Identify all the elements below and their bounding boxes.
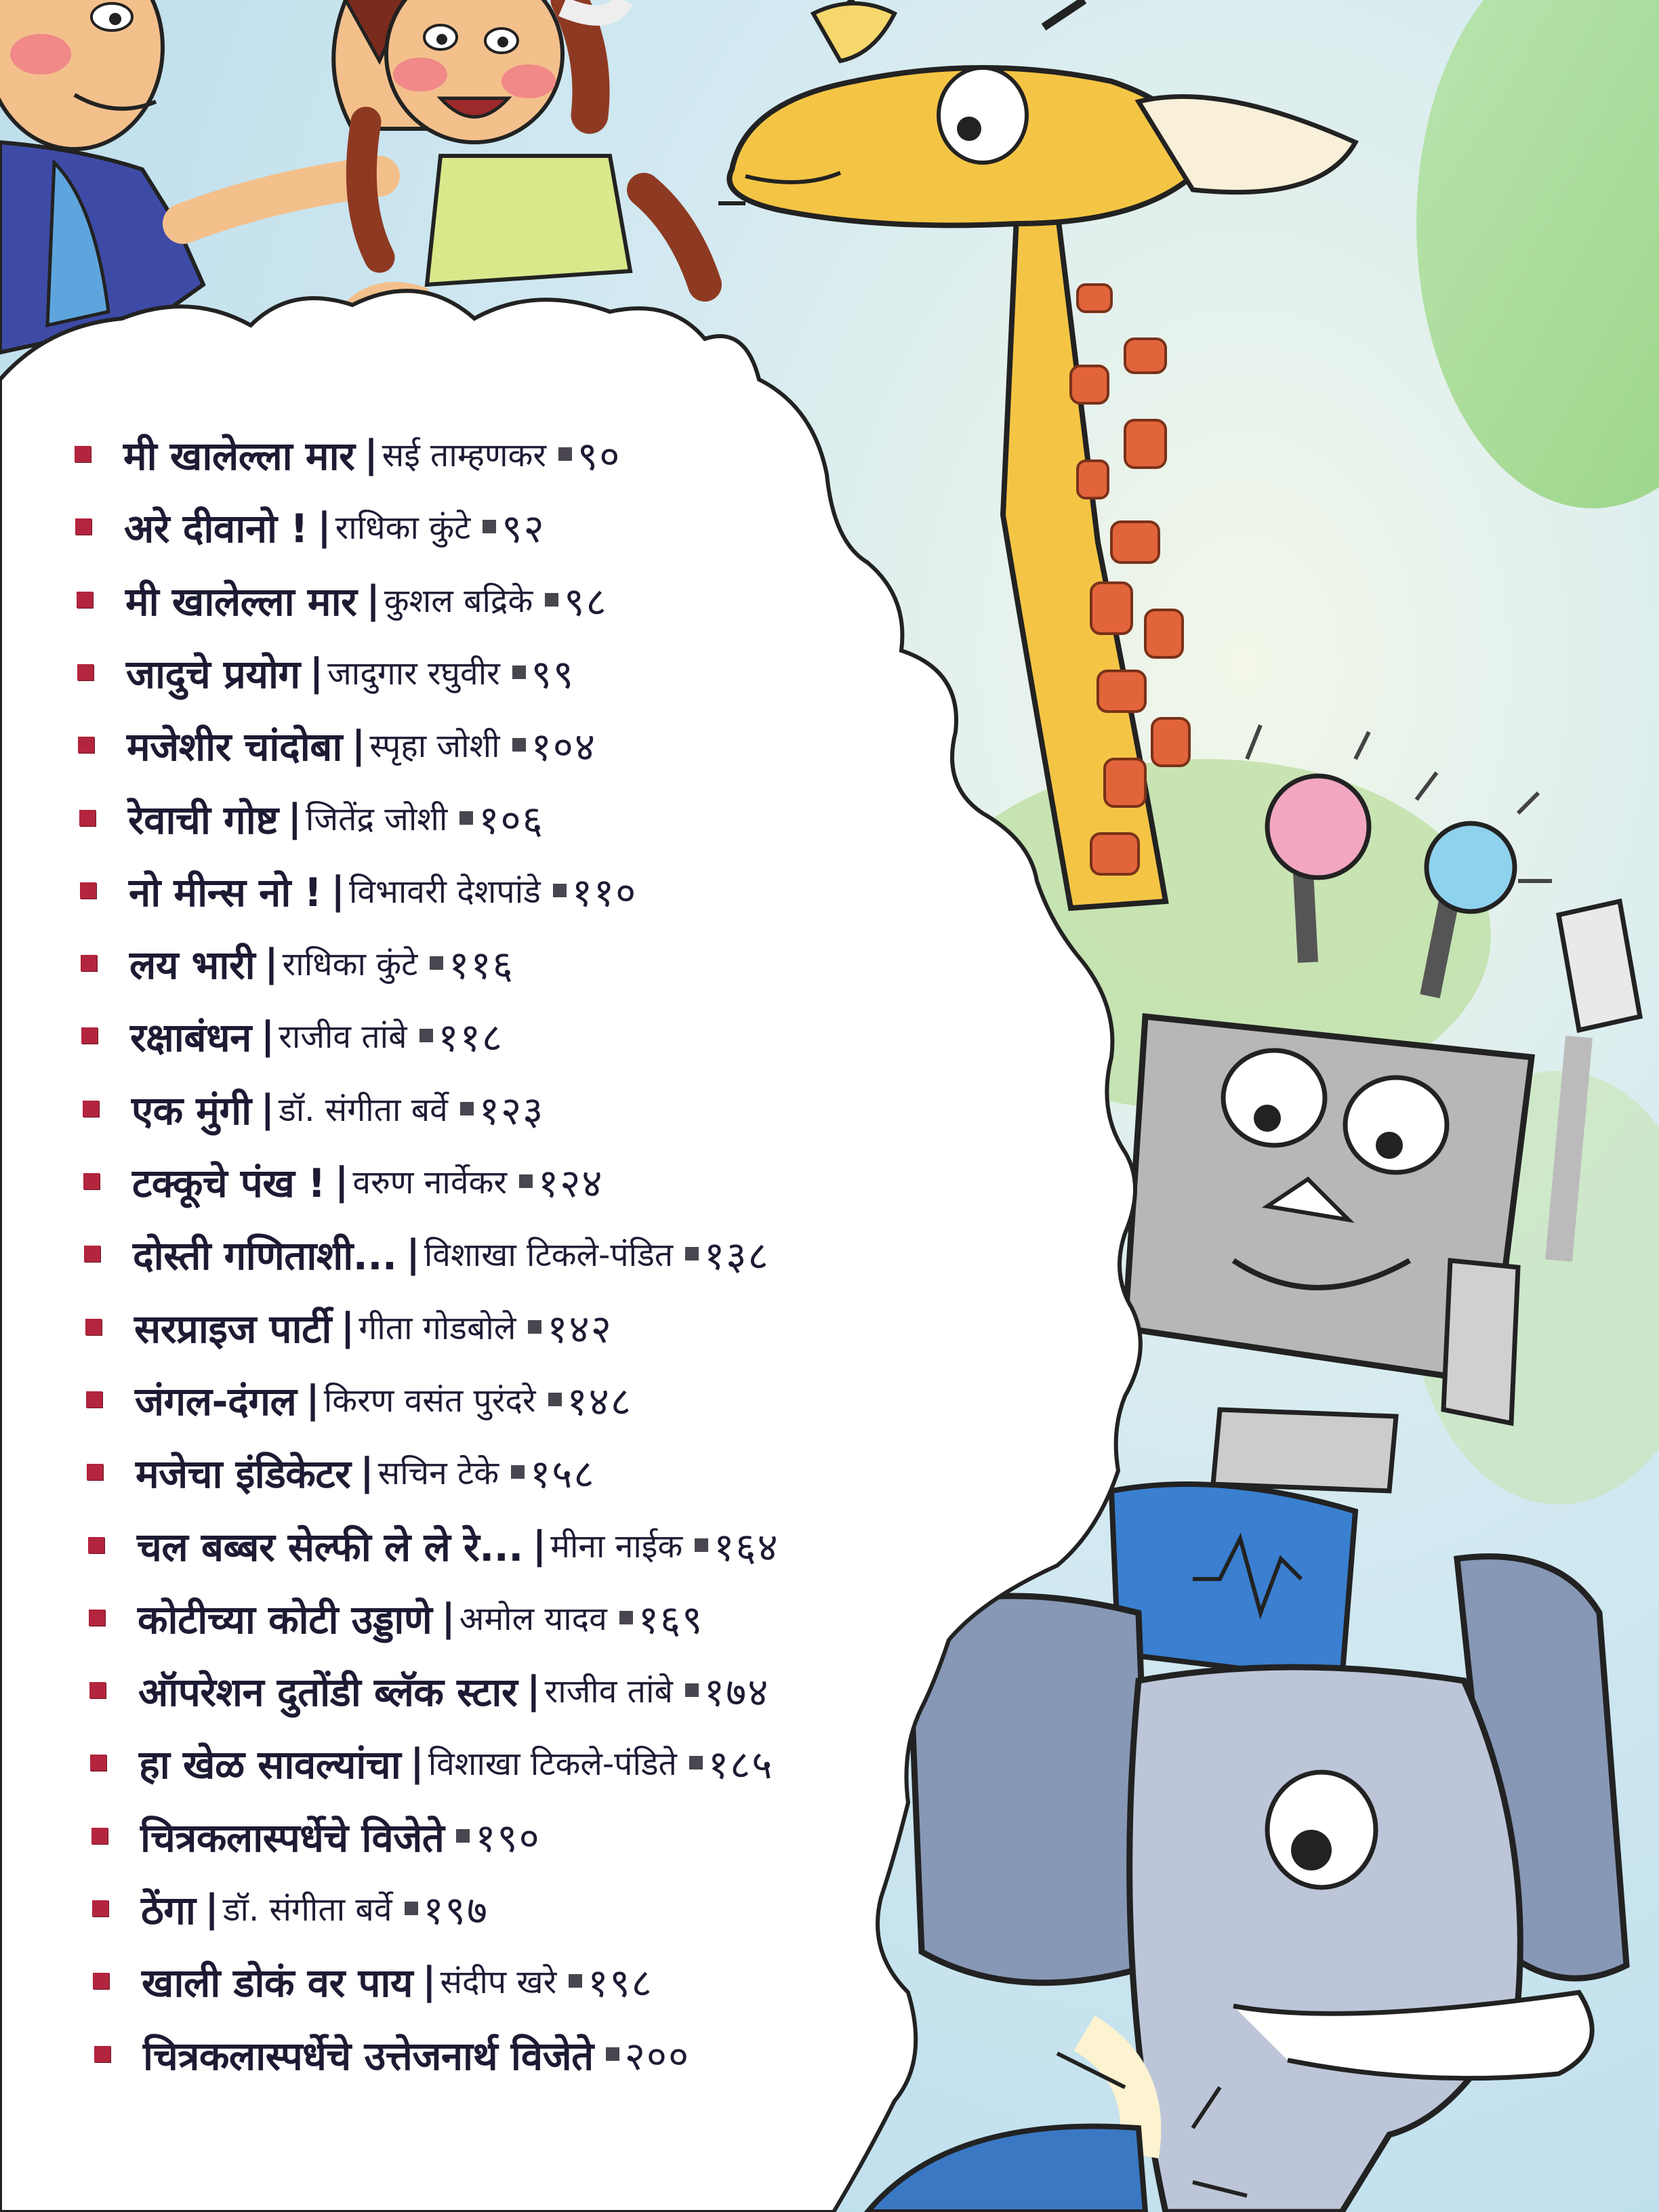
- toc-entry: [89, 1660, 769, 1721]
- entry-author: मीना नाईक: [550, 1527, 683, 1565]
- bullet-icon: [86, 1391, 102, 1408]
- toc-entry: [84, 1223, 770, 1284]
- entry-author: स्पृहा जोशी: [369, 726, 500, 765]
- page-marker-icon: [528, 1320, 541, 1334]
- bullet-icon: [79, 810, 96, 826]
- entry-title: जंगल-दंगल: [135, 1378, 297, 1425]
- page-marker-icon: [558, 447, 572, 461]
- entry-author: जितेंद्र जोशी: [306, 800, 448, 838]
- entry-title: टक्कूचे पंख !: [132, 1160, 325, 1206]
- entry-page-number: ११०: [571, 869, 638, 916]
- entry-author: राधिका कुंटे: [282, 945, 418, 983]
- page-marker-icon: [405, 1902, 418, 1915]
- page-marker-icon: [511, 1465, 525, 1479]
- page-marker-icon: [460, 1102, 474, 1115]
- entry-title: जादुचे प्रयोग: [126, 651, 300, 697]
- separator-bar: |: [260, 1086, 275, 1131]
- entry-title: चित्रकलास्पर्धेचे उत्तेजनार्थ विजेते: [143, 2032, 594, 2079]
- toc-entry: [83, 1151, 604, 1212]
- entry-author: राजीव तांबे: [544, 1672, 673, 1711]
- toc-entry: [91, 1805, 541, 1866]
- entry-title: मी खालेल्ला मार: [123, 432, 355, 479]
- toc-entry: [80, 860, 637, 921]
- entry-page-number: १२३: [478, 1087, 545, 1134]
- separator-bar: |: [351, 722, 366, 767]
- page-marker-icon: [548, 1393, 562, 1406]
- separator-bar: |: [406, 1231, 420, 1276]
- toc-entry: [75, 424, 621, 485]
- page-marker-icon: [419, 1029, 433, 1042]
- bullet-icon: [83, 1101, 99, 1117]
- toc-entry: [81, 933, 514, 994]
- entry-page-number: ९०: [577, 432, 621, 479]
- separator-bar: |: [340, 1305, 355, 1349]
- separator-bar: |: [532, 1523, 547, 1568]
- entry-title: मजेचा इंडिकेटर: [136, 1450, 351, 1497]
- bullet-icon: [89, 1682, 106, 1698]
- entry-page-number: २००: [624, 2032, 691, 2079]
- separator-bar: |: [441, 1595, 455, 1640]
- bullet-icon: [81, 955, 97, 971]
- separator-bar: |: [306, 1377, 320, 1422]
- entry-page-number: १९०: [475, 1814, 541, 1861]
- toc-entry: [81, 1005, 504, 1066]
- bullet-icon: [85, 1319, 102, 1335]
- page-marker-icon: [456, 1829, 470, 1843]
- page-marker-icon: [685, 1247, 699, 1261]
- bullet-icon: [91, 1828, 108, 1844]
- entry-page-number: १७४: [703, 1668, 770, 1715]
- entry-title: हा खेळ सावल्यांचा: [139, 1741, 401, 1788]
- entry-author: डॉ. संगीता बर्वे: [222, 1890, 392, 1929]
- separator-bar: |: [331, 868, 345, 913]
- entry-page-number: १६४: [714, 1523, 779, 1570]
- separator-bar: |: [410, 1740, 424, 1785]
- separator-bar: |: [317, 504, 331, 549]
- entry-author: वरुण नार्वेकर: [352, 1163, 508, 1202]
- entry-author: सई ताम्हणकर: [382, 436, 547, 474]
- entry-page-number: १९८: [588, 1959, 653, 2006]
- bullet-icon: [90, 1755, 106, 1771]
- entry-title: रक्षाबंधन: [130, 1014, 251, 1061]
- toc-entry: [77, 642, 575, 703]
- toc-entry: [88, 1515, 779, 1576]
- bullet-icon: [88, 1537, 104, 1553]
- bullet-icon: [80, 882, 96, 899]
- page-marker-icon: [606, 2047, 619, 2061]
- page-marker-icon: [512, 738, 526, 752]
- separator-bar: |: [264, 941, 279, 985]
- separator-bar: |: [334, 1159, 349, 1204]
- entry-title: दोस्ती गणिताशी...: [133, 1232, 397, 1279]
- page-marker-icon: [619, 1611, 633, 1624]
- entry-page-number: १४२: [547, 1305, 613, 1352]
- entry-title: सरप्राइज पार्टी: [134, 1305, 331, 1352]
- entry-author: राधिका कुंटे: [335, 508, 471, 547]
- separator-bar: |: [527, 1668, 541, 1713]
- entry-title: एक मुंगी: [131, 1087, 251, 1134]
- entry-title: कोटीच्या कोटी उड्डाणे: [138, 1596, 432, 1643]
- toc-entry: [79, 787, 544, 848]
- entry-author: किरण वसंत पुरंदरे: [323, 1381, 536, 1420]
- entry-title: रेवाची गोष्ट: [128, 796, 279, 843]
- entry-title: चल बब्बर सेल्फी ले ले रे...: [137, 1523, 523, 1570]
- bullet-icon: [78, 737, 94, 753]
- entry-author: विशाखा टिकले-पंडिते: [428, 1744, 677, 1783]
- entry-author: कुशल बद्रिके: [384, 581, 533, 620]
- entry-page-number: १०४: [531, 723, 597, 770]
- entry-page-number: १९७: [423, 1887, 489, 1933]
- entry-author: अमोल यादव: [459, 1599, 607, 1638]
- entry-title: नो मीन्स नो !: [129, 869, 322, 916]
- separator-bar: |: [205, 1886, 219, 1931]
- entry-title: लय भारी: [129, 941, 255, 988]
- entry-author: गीता गोडबोले: [359, 1309, 516, 1347]
- entry-page-number: ९२: [501, 505, 546, 552]
- page-marker-icon: [553, 884, 567, 897]
- entry-page-number: १६९: [638, 1596, 704, 1643]
- toc-entry: [87, 1441, 596, 1502]
- entry-page-number: ११६: [449, 941, 514, 988]
- entry-author: संदीप खरे: [440, 1963, 557, 2001]
- bullet-icon: [89, 1610, 105, 1626]
- bullet-icon: [92, 1900, 108, 1917]
- separator-bar: |: [309, 650, 324, 695]
- bullet-icon: [81, 1027, 98, 1044]
- separator-bar: |: [422, 1959, 436, 2003]
- separator-bar: |: [360, 1450, 374, 1494]
- toc-entry: [85, 1296, 613, 1357]
- entry-page-number: १८५: [708, 1741, 774, 1788]
- page-marker-icon: [519, 1174, 533, 1188]
- separator-bar: |: [366, 577, 380, 622]
- toc-entry: [78, 714, 596, 775]
- entry-page-number: ९९: [531, 651, 575, 697]
- bullet-icon: [87, 1464, 103, 1480]
- bullet-icon: [75, 446, 91, 462]
- toc-entry: [83, 1078, 544, 1139]
- page-marker-icon: [459, 811, 473, 825]
- bullet-icon: [93, 1973, 109, 1989]
- entry-title: मी खालेल्ला मार: [125, 578, 357, 625]
- page-marker-icon: [689, 1756, 703, 1769]
- entry-page-number: ९८: [564, 578, 608, 625]
- entry-title: खाली डोकं वर पाय: [142, 1959, 413, 2006]
- bullet-icon: [77, 664, 94, 680]
- entry-author: डॉ. संगीता बर्वे: [279, 1090, 448, 1129]
- separator-bar: |: [364, 432, 378, 476]
- page-marker-icon: [569, 1974, 582, 1988]
- page-marker-icon: [430, 956, 443, 970]
- toc-entry: [75, 496, 546, 557]
- page-marker-icon: [695, 1538, 708, 1552]
- toc-entry: [89, 1587, 703, 1648]
- separator-bar: |: [287, 796, 302, 840]
- entry-title: अरे दीवानो !: [124, 505, 308, 552]
- entry-author: सचिन टेके: [377, 1454, 499, 1492]
- entry-page-number: १५८: [530, 1450, 596, 1497]
- bullet-icon: [84, 1246, 100, 1262]
- entry-author: राजीव तांबे: [279, 1017, 407, 1056]
- toc-entry: [90, 1732, 773, 1793]
- bullet-icon: [94, 2046, 110, 2062]
- entry-author: विभावरी देशपांडे: [349, 872, 541, 911]
- toc-entry: [92, 1878, 489, 1939]
- separator-bar: |: [260, 1013, 275, 1058]
- bullet-icon: [75, 518, 91, 535]
- toc-entry: [94, 2024, 690, 2085]
- entry-page-number: १३८: [704, 1232, 770, 1279]
- page-marker-icon: [512, 665, 526, 679]
- page-marker-icon: [685, 1683, 699, 1697]
- toc-entry: [77, 569, 608, 630]
- entry-title: चित्रकलास्पर्धेचे विजेते: [140, 1814, 445, 1861]
- entry-title: ठेंगा: [141, 1887, 196, 1933]
- entry-author: विशाखा टिकले-पंडित: [424, 1235, 674, 1274]
- bullet-icon: [77, 592, 93, 608]
- bullet-icon: [83, 1173, 100, 1189]
- toc-entry: [86, 1369, 632, 1430]
- entry-author: जादुगार रघुवीर: [327, 654, 500, 693]
- entry-page-number: ११८: [438, 1014, 504, 1061]
- entry-page-number: १२४: [538, 1160, 604, 1206]
- entry-title: ऑपरेशन दुतोंडी ब्लॅक स्टार: [138, 1668, 518, 1715]
- entry-page-number: १०६: [478, 796, 544, 843]
- entry-page-number: १४८: [567, 1378, 632, 1425]
- toc-entry: [93, 1950, 653, 2011]
- entry-title: मजेशीर चांदोबा: [127, 723, 342, 770]
- page-marker-icon: [483, 520, 496, 533]
- page-marker-icon: [545, 593, 558, 607]
